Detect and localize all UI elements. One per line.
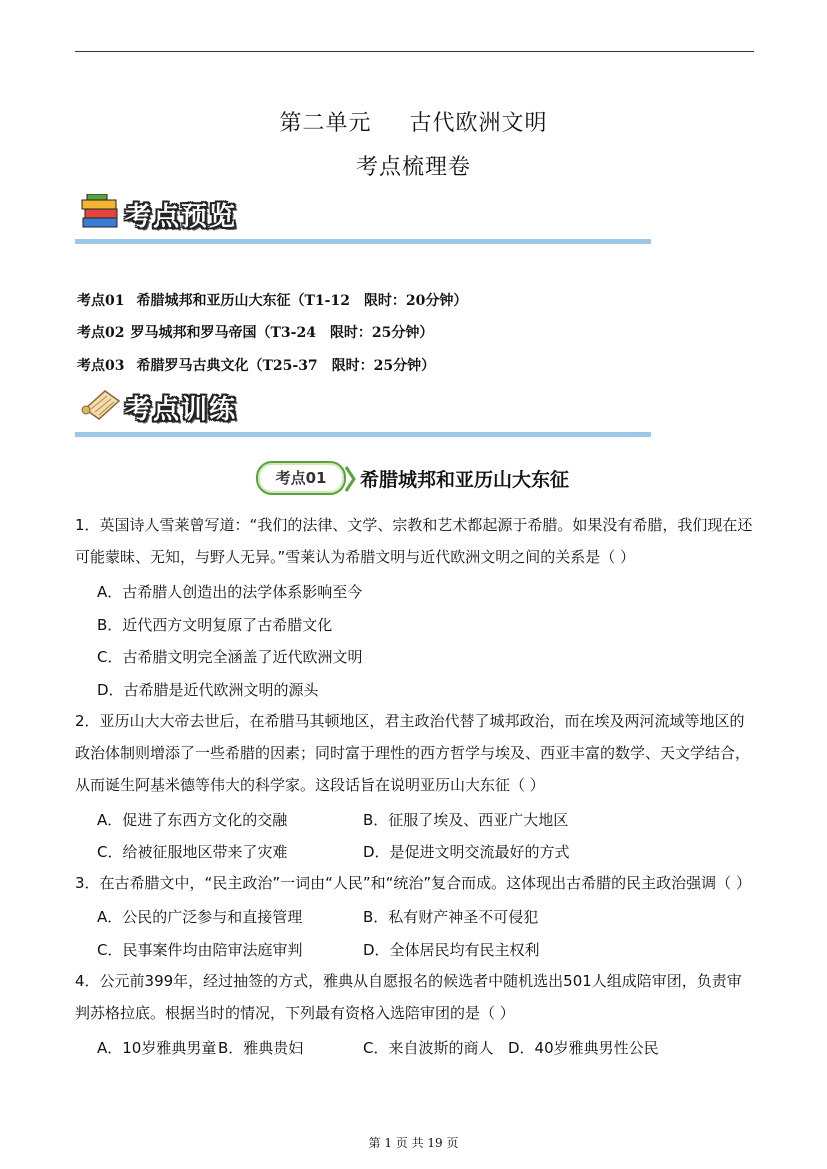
question-3-option-c: C．民事案件均由陪审法庭审判 (97, 941, 303, 959)
training-banner (75, 385, 651, 437)
section-title: 希腊城邦和亚历山大东征 (360, 469, 570, 491)
preview-item-2: 考点02 罗马城邦和罗马帝国（T3-24 限时：25分钟） (77, 325, 434, 341)
question-1-option-d: D．古希腊是近代欧洲文明的源头 (97, 681, 319, 699)
question-3-option-a: A．公民的广泛参与和直接管理 (97, 908, 303, 926)
training-banner-bar (75, 432, 651, 437)
training-banner-label: 考点训练 (125, 395, 238, 425)
question-3-option-d: D．全体居民均有民主权利 (363, 941, 540, 959)
books-icon (79, 194, 123, 232)
unit-number: 第二单元 (279, 111, 372, 136)
question-1-option-a: A．古希腊人创造出的法学体系影响至今 (97, 583, 363, 601)
question-3-stem: 3．在古希腊文中，“民主政治”一词由“人民”和“统治”复合而成。这体现出古希腊的民主政治强调（ ） (75, 874, 751, 892)
question-1-option-b: B．近代西方文明复原了古希腊文化 (97, 616, 333, 634)
section-tag: 考点01 (256, 461, 346, 495)
scroll-icon (79, 387, 123, 425)
question-4-option-a: A．10岁雅典男童 (97, 1039, 217, 1057)
question-4-option-c: C．来自波斯的商人 (363, 1039, 494, 1057)
preview-item-1: 考点01 希腊城邦和亚历山大东征（T1-12 限时：20分钟） (77, 293, 468, 309)
section-arrow-icon (344, 465, 356, 493)
preview-banner-label: 考点预览 (125, 202, 238, 232)
question-3-option-b: B．私有财产神圣不可侵犯 (363, 908, 539, 926)
question-1-stem: 1．英国诗人雪莱曾写道：“我们的法律、文学、宗教和艺术都起源于希腊。如果没有希腊，我们现在还可能蒙昧、无知，与野人无异。”雪莱认为希腊文明与近代欧洲文明之间的关系是（ ） (75, 516, 753, 566)
question-2-stem: 2．亚历山大大帝去世后，在希腊马其顿地区，君主政治代替了城邦政治，而在埃及两河流域等地区的政治体制则增添了一些希腊的因素；同时富于理性的西方哲学与埃及、西亚丰富的数学、天文学结合，从而诞生阿基米德等伟大的科学家。这段话旨在说明亚历山大东征（ ） (75, 712, 751, 794)
preview-banner-bar (75, 239, 651, 244)
unit-name: 古代欧洲文明 (409, 111, 548, 136)
paper-subtitle: 考点梳理卷 (355, 155, 471, 180)
question-2-option-d: D．是促进文明交流最好的方式 (363, 843, 570, 861)
preview-item-3: 考点03 希腊罗马古典文化（T25-37 限时：25分钟） (77, 358, 436, 374)
unit-title (0, 106, 827, 137)
question-4-option-b: B．雅典贵妇 (218, 1039, 304, 1057)
question-2-option-c: C．给被征服地区带来了灾难 (97, 843, 288, 861)
question-4-option-d: D．40岁雅典男性公民 (508, 1039, 659, 1057)
question-4-stem: 4．公元前399年，经过抽签的方式，雅典从自愿报名的候选者中随机选出501人组成陪审团，负责审判苏格拉底。根据当时的情况，下列最有资格入选陪审团的是（ ） (75, 972, 742, 1022)
question-2-option-b: B．征服了埃及、西亚广大地区 (363, 811, 569, 829)
page-number: 第 1 页 共 19 页 (368, 1136, 459, 1150)
question-1-option-c: C．古希腊文明完全涵盖了近代欧洲文明 (97, 648, 363, 666)
preview-banner (75, 192, 651, 244)
question-2-option-a: A．促进了东西方文化的交融 (97, 811, 288, 829)
header-rule (75, 51, 754, 52)
